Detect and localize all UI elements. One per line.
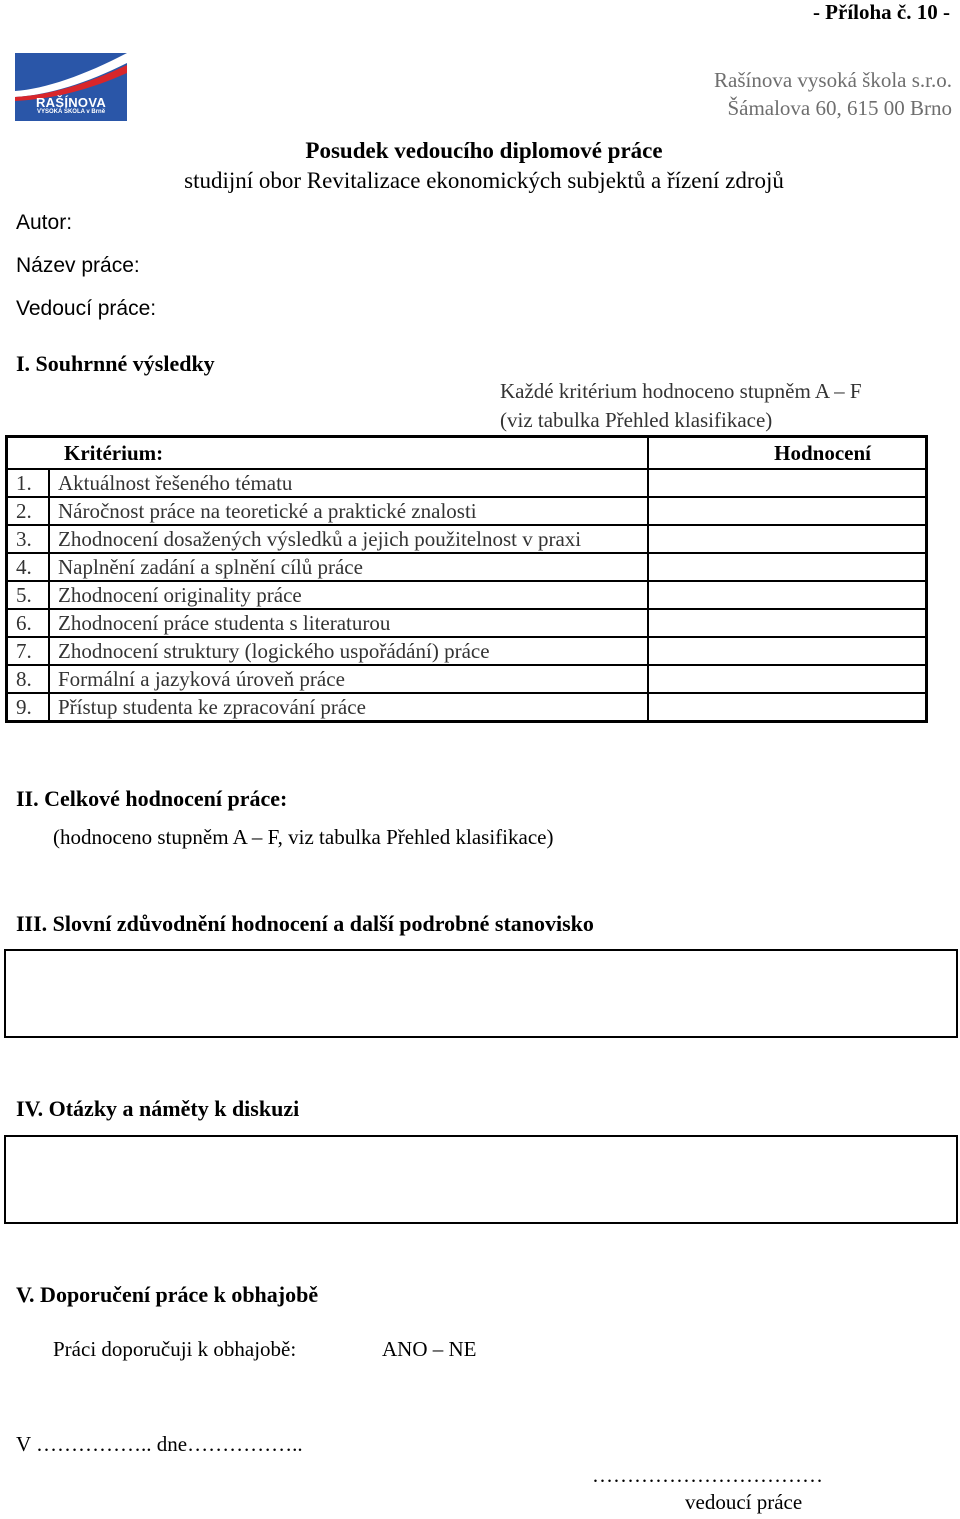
rating-cell[interactable] (648, 525, 927, 553)
criteria-table (5, 435, 928, 723)
rating-cell[interactable] (648, 497, 927, 525)
table-row (7, 693, 927, 722)
supervisor-label: Vedoucí práce: (16, 297, 157, 320)
school-name: Rašínova vysoká škola s.r.o. (714, 68, 952, 92)
row-number: 3. (7, 525, 50, 553)
overall-rating-note: (hodnoceno stupněm A – F, viz tabulka Přehled klasifikace) (53, 825, 554, 849)
section-3-heading: III. Slovní zdůvodnění hodnocení a další podrobné stanovisko (16, 911, 594, 936)
table-row (7, 497, 927, 525)
row-number: 9. (7, 693, 50, 722)
row-number: 8. (7, 665, 50, 693)
recommendation-label: Práci doporučuji k obhajobě: (53, 1337, 297, 1361)
row-number: 4. (7, 553, 50, 581)
author-label: Autor: (16, 211, 73, 234)
school-info (714, 66, 952, 122)
rating-cell[interactable] (648, 581, 927, 609)
school-logo (15, 53, 127, 121)
row-criterion: Zhodnocení struktury (logického uspořádání) práce (49, 637, 648, 665)
section-4-heading: IV. Otázky a náměty k diskuzi (16, 1096, 300, 1121)
row-number: 2. (7, 497, 50, 525)
rating-cell[interactable] (648, 609, 927, 637)
rating-column-header: Hodnocení (648, 437, 927, 470)
signature-label: vedoucí práce (685, 1490, 803, 1514)
document-title: Posudek vedoucího diplomové práce (305, 138, 663, 163)
row-criterion: Zhodnocení práce studenta s literaturou (49, 609, 648, 637)
row-number: 7. (7, 637, 50, 665)
row-criterion: Náročnost práce na teoretické a praktické znalosti (49, 497, 648, 525)
row-number: 1. (7, 469, 50, 497)
school-address: Šámalova 60, 615 00 Brno (727, 96, 952, 120)
justification-textbox[interactable] (4, 949, 958, 1038)
section-2-heading: II. Celkové hodnocení práce: (16, 786, 288, 811)
section-5-heading: V. Doporučení práce k obhajobě (16, 1282, 319, 1307)
row-number: 5. (7, 581, 50, 609)
document-subtitle: studijní obor Revitalizace ekonomických subjektů a řízení zdrojů (184, 168, 784, 193)
row-number: 6. (7, 609, 50, 637)
row-criterion: Zhodnocení dosažených výsledků a jejich použitelnost v praxi (49, 525, 648, 553)
attachment-label: - Příloha č. 10 - (812, 0, 950, 24)
rating-cell[interactable] (648, 637, 927, 665)
rating-note-line1: Každé kritérium hodnoceno stupněm A – F (500, 379, 862, 403)
row-criterion: Aktuálnost řešeného tématu (49, 469, 648, 497)
table-row (7, 665, 927, 693)
table-row (7, 525, 927, 553)
rating-cell[interactable] (648, 553, 927, 581)
table-row (7, 553, 927, 581)
thesis-name-label: Název práce: (16, 254, 140, 277)
rating-note-line2: (viz tabulka Přehled klasifikace) (500, 408, 773, 432)
signature-line: …………………………… (592, 1463, 823, 1487)
table-row (7, 637, 927, 665)
row-criterion: Formální a jazyková úroveň práce (49, 665, 648, 693)
logo-text: RAŠÍNOVA (35, 95, 107, 110)
questions-textbox[interactable] (4, 1135, 958, 1224)
criteria-table-header (7, 437, 927, 470)
table-row (7, 609, 927, 637)
rating-cell[interactable] (648, 469, 927, 497)
criterion-column-header: Kritérium: (7, 437, 649, 470)
row-criterion: Přístup studenta ke zpracování práce (49, 693, 648, 722)
row-criterion: Zhodnocení originality práce (49, 581, 648, 609)
row-criterion: Naplnění zadání a splnění cílů práce (49, 553, 648, 581)
place-date-line: V …………….. dne…………….. (16, 1432, 303, 1456)
table-row (7, 469, 927, 497)
rating-cell[interactable] (648, 693, 927, 722)
table-row (7, 581, 927, 609)
rating-cell[interactable] (648, 665, 927, 693)
logo-subtext: VYSOKÁ ŠKOLA v Brně (36, 109, 106, 115)
section-1-heading: I. Souhrnné výsledky (16, 351, 215, 376)
recommendation-options[interactable]: ANO – NE (382, 1337, 477, 1361)
